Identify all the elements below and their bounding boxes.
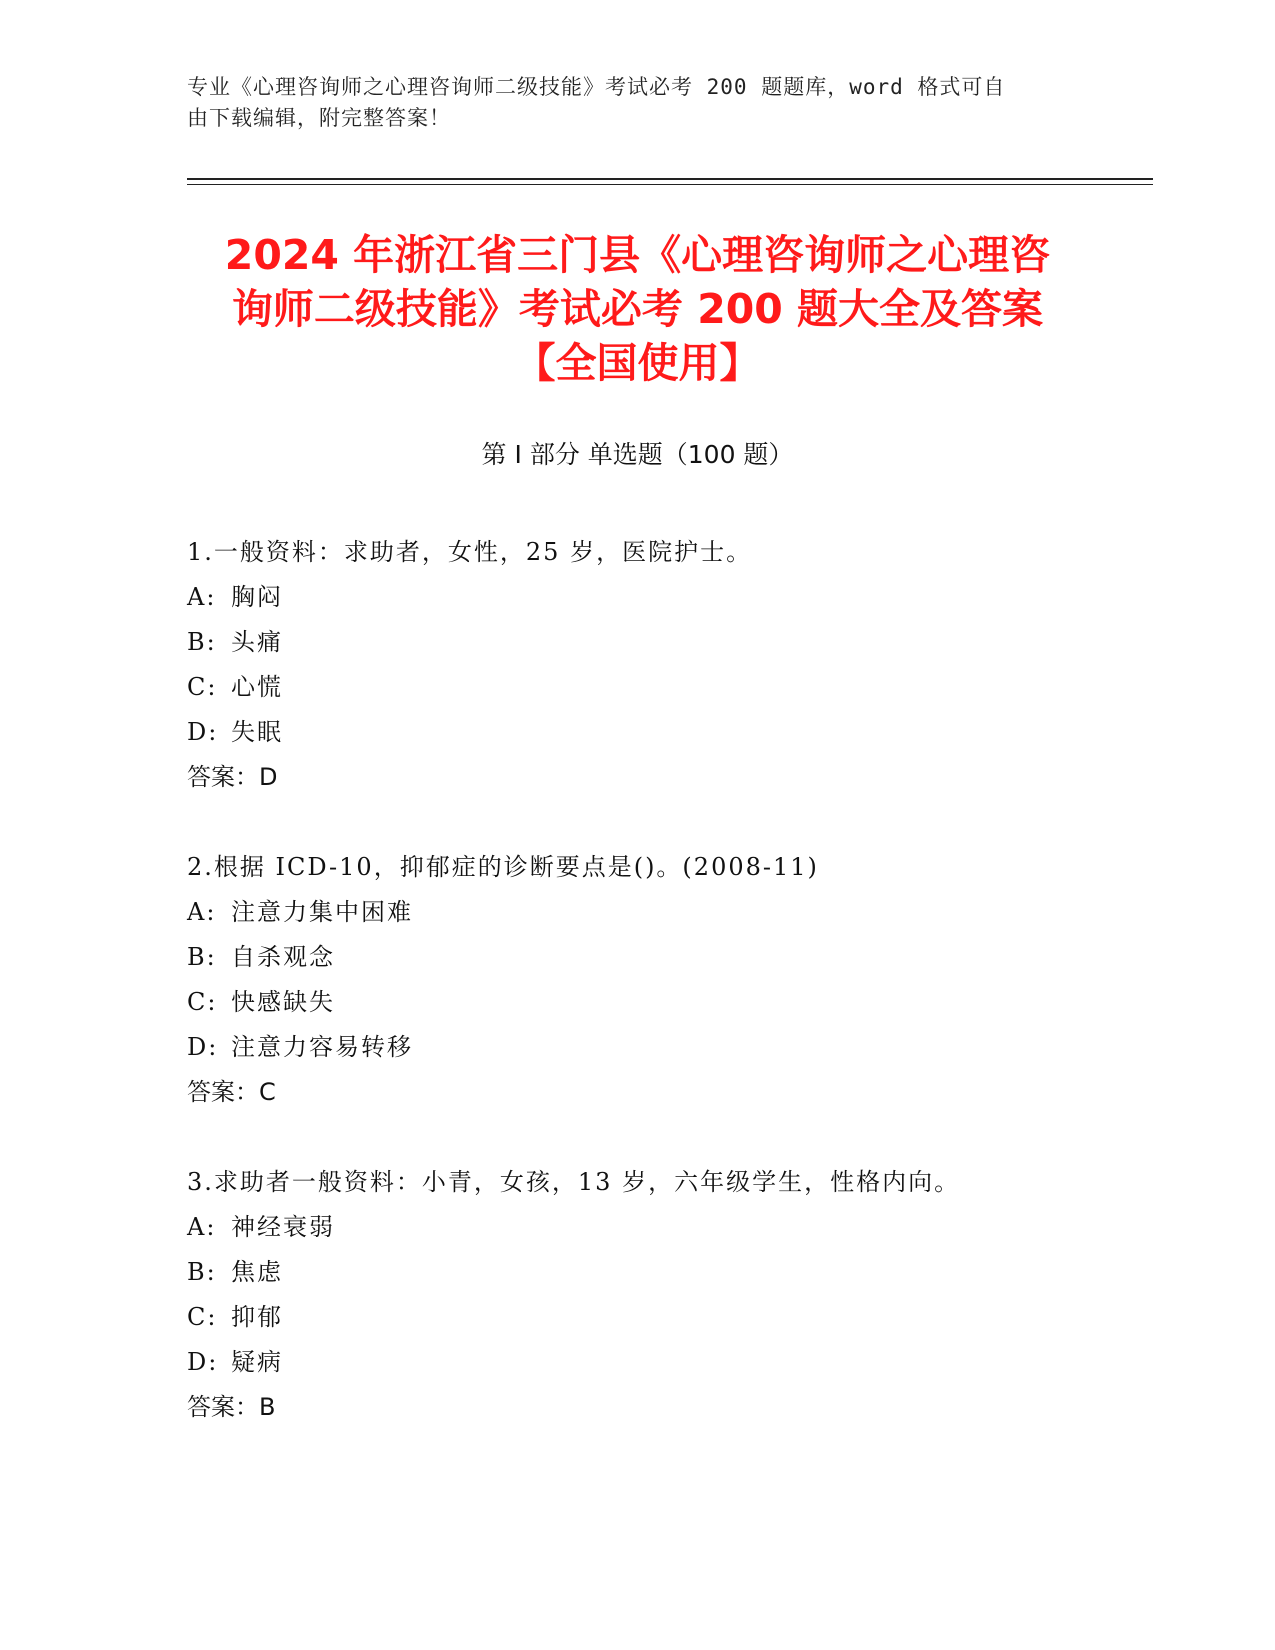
header-note (187, 72, 1067, 134)
option-c (187, 665, 1147, 710)
option-text: 心慌 (231, 673, 283, 701)
question-stem: 3.求助者一般资料：小青，女孩，13 岁，六年级学生，性格内向。 (187, 1168, 961, 1196)
title-line-2: 询师二级技能》考试必考 200 题大全及答案 (231, 285, 1044, 333)
option-key: B: (187, 943, 217, 971)
section-heading: 第 I 部分 单选题（100 题） (481, 440, 794, 469)
option-text: 注意力集中困难 (231, 898, 413, 926)
document-title (150, 228, 1125, 390)
option-text: 焦虑 (231, 1258, 283, 1286)
question-stem: 1.一般资料：求助者，女性，25 岁，医院护士。 (187, 538, 753, 566)
option-key: A: (187, 898, 217, 926)
option-a (187, 1205, 1147, 1250)
option-a (187, 575, 1147, 620)
option-d (187, 710, 1147, 755)
option-text: 神经衰弱 (231, 1213, 335, 1241)
option-key: D: (187, 1033, 219, 1061)
option-b (187, 620, 1147, 665)
question-3 (187, 1160, 1147, 1430)
question-stem: 2.根据 ICD-10，抑郁症的诊断要点是()。(2008-11) (187, 853, 819, 881)
option-d (187, 1025, 1147, 1070)
answer-line: 答案：C (187, 1078, 276, 1106)
option-key: A: (187, 1213, 217, 1241)
option-b (187, 1250, 1147, 1295)
answer-line: 答案：B (187, 1393, 276, 1421)
option-b (187, 935, 1147, 980)
header-note-line-2: 由下载编辑，附完整答案！ (187, 106, 451, 130)
option-a (187, 890, 1147, 935)
option-key: C: (187, 1303, 218, 1331)
question-2 (187, 845, 1147, 1115)
option-text: 头痛 (231, 628, 283, 656)
answer-line: 答案：D (187, 763, 278, 791)
option-text: 自杀观念 (231, 943, 335, 971)
option-text: 注意力容易转移 (231, 1033, 413, 1061)
option-text: 抑郁 (231, 1303, 283, 1331)
option-text: 胸闷 (231, 583, 283, 611)
option-c (187, 980, 1147, 1025)
option-key: C: (187, 988, 218, 1016)
option-text: 失眠 (231, 718, 283, 746)
option-key: D: (187, 1348, 219, 1376)
option-key: B: (187, 1258, 217, 1286)
question-list (187, 530, 1147, 1475)
option-c (187, 1295, 1147, 1340)
header-note-line-1: 专业《心理咨询师之心理咨询师二级技能》考试必考 200 题题库，word 格式可自 (187, 75, 1006, 99)
header-divider-thick (187, 178, 1153, 180)
option-text: 疑病 (231, 1348, 283, 1376)
option-text: 快感缺失 (231, 988, 335, 1016)
option-key: A: (187, 583, 217, 611)
title-line-1: 2024 年浙江省三门县《心理咨询师之心理咨 (224, 231, 1051, 279)
header-divider-thin (187, 184, 1153, 185)
option-key: B: (187, 628, 217, 656)
option-d (187, 1340, 1147, 1385)
question-1 (187, 530, 1147, 800)
option-key: C: (187, 673, 218, 701)
title-line-3: 【全国使用】 (514, 339, 761, 387)
option-key: D: (187, 718, 219, 746)
